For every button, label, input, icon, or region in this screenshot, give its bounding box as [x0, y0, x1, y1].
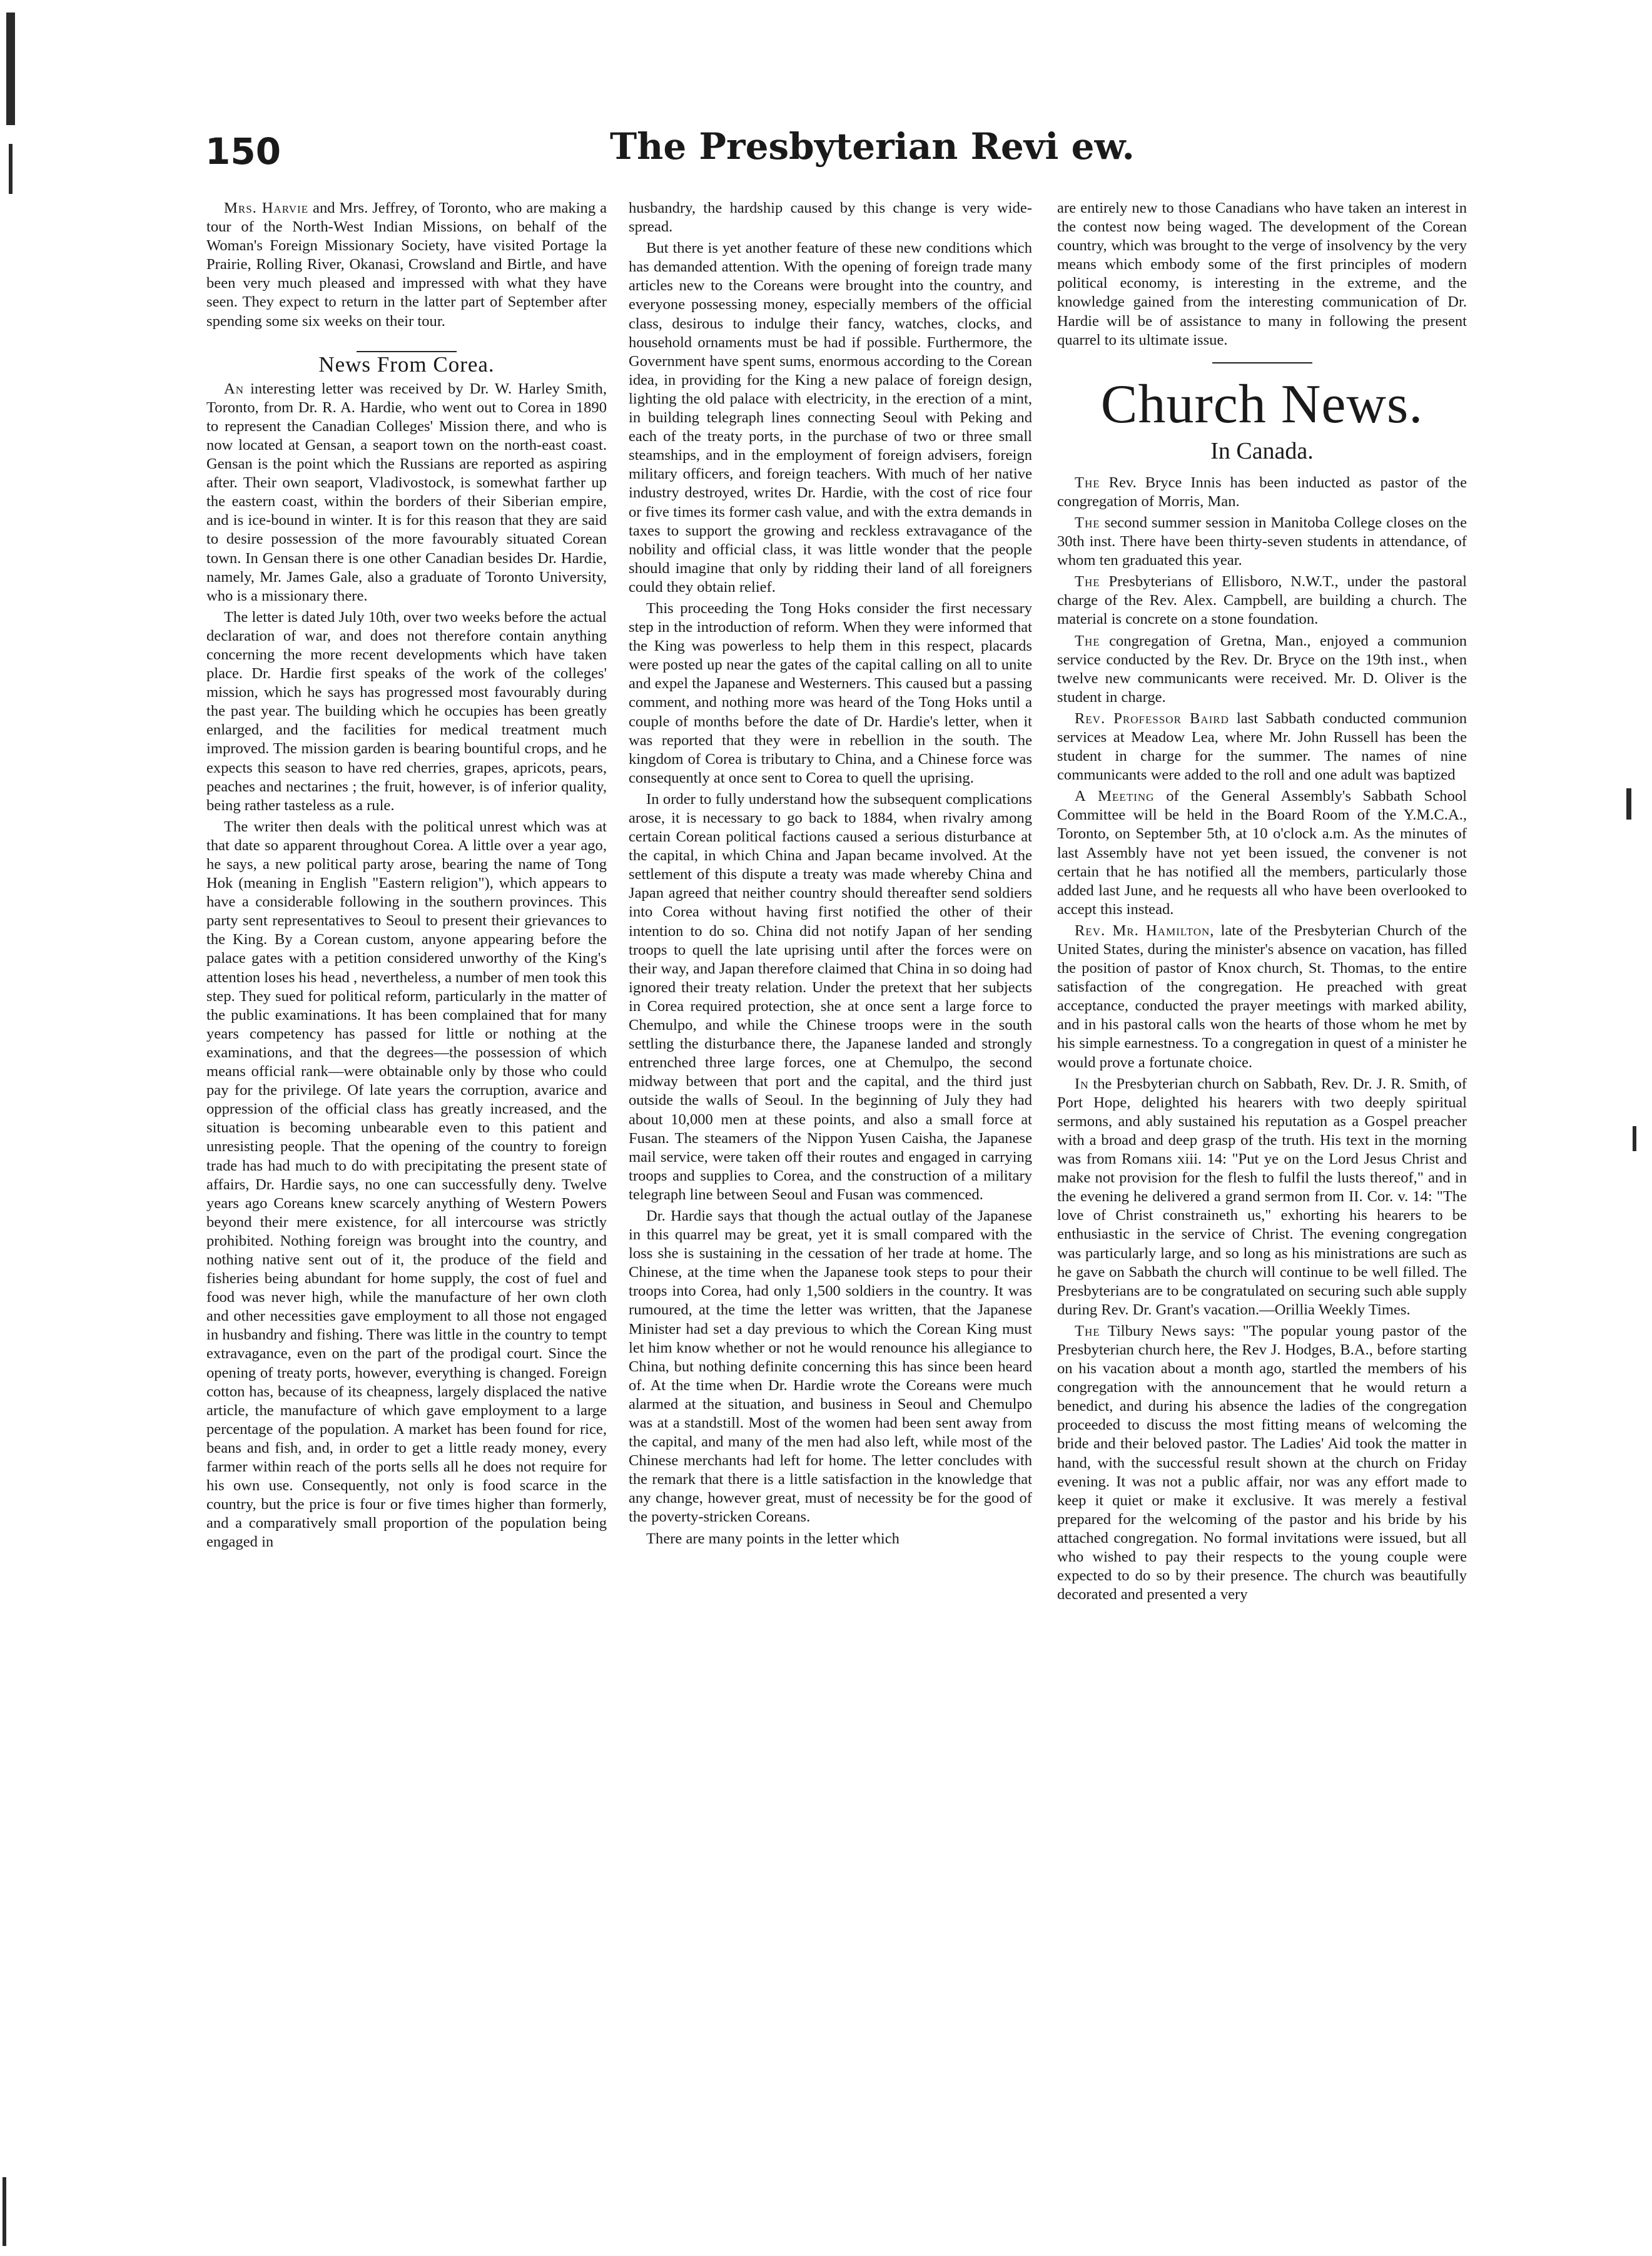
masthead-title: The Presbyterian Revi ew. [610, 125, 1135, 168]
paragraph: The congregation of Gretna, Man., enjoyed a communion service conducted by the Rev. Dr. Bryce on the 19th inst., when twelve new communicants were received. Mr. D. Oliver is the student in charge. [1057, 632, 1467, 706]
section-heading-church-news: Church News. [1100, 373, 1424, 435]
paragraph: In order to fully understand how the subsequent complications arose, it is necessary to go back to 1884, when rivalry among certain Corean political factions caused a serious disturbance at the capital, in which China and Japan became involved. At the settlement of this dispute a treaty was made whereby China and Japan agreed that neither country should thereafter send soldiers into Corea without having first notified the other of their intention to do so. China did not notify Japan of her sending troops to quell the late uprising until after the forces were on their way, and Japan therefore claimed that China in so doing had ignored their treaty relation. Under the pretext that her subjects in Corea required protection, she at once sent a large force to Chemulpo, and while the Chinese troops were in the south settling the disturbance there, the Japanese landed and strongly entrenched three large forces, one at Chemulpo, the second midway between that port and the capital, and the third just outside the walls of Seoul. In the beginning of July they had about 10,000 men at these points, and also a small force at Fusan. The steamers of the Nippon Yusen Caisha, the Japanese mail service, were taken off their routes and engaged in carrying troops and supplies to Corea, and the construction of a military telegraph line between Seoul and Fusan was commenced. [629, 790, 1032, 1203]
paragraph: The second summer session in Manitoba College closes on the 30th inst. There have been thirty-seven students in attendance, of whom ten graduated this year. [1057, 514, 1467, 569]
paragraph: husbandry, the hardship caused by this change is very wide-spread. [629, 200, 1032, 236]
paragraph: The Presbyterians of Ellisboro, N.W.T., under the pastoral charge of the Rev. Alex. Campbell, are building a church. The material is concrete on a stone foundation. [1057, 573, 1467, 628]
lead-in: An [224, 380, 245, 397]
section-rule [1212, 362, 1312, 363]
paragraph: are entirely new to those Canadians who have taken an interest in the contest now being waged. The development of the Corean country, which was brought to the verge of insolvency by the very means which embody some of the first principles of modern political economy, is interesting in the extreme, and the knowledge gained from the interesting communication of Dr. Hardie will be of assistance to many in following the present quarrel to its ultimate issue. [1057, 200, 1467, 348]
scan-edge-mark [9, 144, 13, 194]
scan-edge-mark [1633, 1126, 1636, 1151]
paragraph: The Rev. Bryce Innis has been inducted as pastor of the congregation of Morris, Man. [1057, 474, 1467, 510]
paragraph: An interesting letter was received by Dr. W. Harley Smith, Toronto, from Dr. R. A. Hardie, who went out to Corea in 1890 to represent the Canadian Colleges' Mission there, and who is now located at Gensan, a seaport town on the north-east coast. Gensan is the point which the Russians are reported as aspiring after. Their own seaport, Vladivostock, is somewhat farther up the eastern coast, within the borders of their Siberian empire, and is ice-bound in winter. It is for this reason that they are said to desire possession of the more favourably situated Corean town. In Gensan there is one other Canadian besides Dr. Hardie, namely, Mr. James Gale, also a graduate of Toronto University, who is a missionary there. [206, 380, 607, 604]
paragraph: In the Presbyterian church on Sabbath, Rev. Dr. J. R. Smith, of Port Hope, delighted his hearers with two deeply spiritual sermons, and ably sustained his reputation as a Gospel preacher with a broad and deep grasp of the truth. His text in the morning was from Romans xiii. 14: "Put ye on the Lord Jesus Christ and make not provision for the flesh to fulfil the lusts thereof," and in the evening he delivered a grand sermon from II. Cor. v. 14: "The love of Christ constraineth us," exhorting his hearers to be enthusiastic in the service of Christ. The evening congregation was particularly large, and so long as his ministrations are such as he gave on Sabbath the church will continue to be well filled. The Presbyterians are to be congratulated on securing such able supply during Rev. Dr. Grant's vacation.—Orillia Weekly Times. [1057, 1075, 1467, 1318]
paragraph: But there is yet another feature of these new conditions which has demanded attention. With the opening of foreign trade many articles new to the Coreans were brought into the country, and everyone possessing money, especially members of the official class, desirous to indulge their fancy, watches, clocks, and household ornaments must be had if possible. Furthermore, the Government have spent sums, enormous according to the Corean idea, in providing for the King a new palace of foreign design, lighting the old palace with electricity, in the erection of a mint, in building telegraph lines connecting Seoul with Peking and each of the treaty ports, in the purchase of two or three small steamships, and in the employment of foreign advisers, foreign military officers, and foreign teachers. With much of her native industry destroyed, writes Dr. Hardie, with the cost of rice four or five times its former cash value, and with the extra demands in taxes to support the growing and reckless extravagance of the nobility and official class, it was little wonder that the people should imagine that only by ridding their land of all foreigners could they obtain relief. [629, 240, 1032, 596]
paragraph: Mrs. Harvie and Mrs. Jeffrey, of Toronto, who are making a tour of the North-West Indian Missions, on behalf of the Woman's Foreign Missionary Society, have visited Portage la Prairie, Rolling River, Okanasi, Crowsland and Birtle, and have been very much pleased and impressed with what they have seen. They expect to return in the latter part of September after spending some six weeks on their tour. [206, 200, 607, 330]
column-1 [206, 199, 607, 1552]
paragraph: This proceeding the Tong Hoks consider the first necessary step in the introduction of reform. When they were informed that the King was powerless to help them in this respect, placards were posted up near the gates of the capital calling on all to unite and expel the Japanese and Westerners. This caused but a passing comment, and nothing more was heard of the Tong Hoks until a couple of months before the date of Dr. Hardie's letter, when it was reported that they were in rebellion in the south. The kingdom of Corea is tributary to China, and a Chinese force was consequently at once sent to Corea to quell the uprising. [629, 599, 1032, 786]
article-heading-corea: News From Corea. [318, 352, 495, 377]
column-2 [629, 199, 1032, 1548]
scan-edge-mark [1626, 788, 1631, 820]
lead-in: Mrs. Harvie [224, 200, 309, 216]
paragraph: A Meeting of the General Assembly's Sabbath School Committee will be held in the Board Room of the Y.M.C.A., Toronto, on September 5th, at 10 o'clock a.m. As the minutes of last Assembly have not yet been issued, the convener is not certain that he has notified all the members, particularly those added last June, and he requests all who have been overlooked to accept this instead. [1057, 788, 1467, 918]
paragraph: Rev. Professor Baird last Sabbath conducted communion services at Meadow Lea, where Mr. John Russell has been the student in charge for the summer. The names of nine communicants were added to the roll and one adult was baptized [1057, 709, 1467, 784]
paragraph: Rev. Mr. Hamilton, late of the Presbyterian Church of the United States, during the minister's absence on vacation, has filled the position of pastor of Knox church, St. Thomas, to the entire satisfaction of the congregation. He preached with great acceptance, conducted the prayer meetings with marked ability, and in his pastoral calls won the hearts of those whom he met by his simple earnestness. To a congregation in quest of a minister he would prove a fortunate choice. [1057, 922, 1467, 1071]
paragraph: The Tilbury News says: "The popular young pastor of the Presbyterian church here, the Rev J. Hodges, B.A., before starting on his vacation about a month ago, startled the members of his congregation with the announcement that he would return a benedict, and during his absence the ladies of the congregation proceeded to discuss the most fitting means of welcoming the bride and their beloved pastor. The Ladies' Aid took the matter in hand, with the successful result shown at the church on Friday evening. It was not a public affair, nor was any effort made to keep it quiet or make it exclusive. It was merely a festival prepared for the welcoming of the pastor and his bride by his attached congregation. No formal invitations were issued, but all who wished to pay their respects to the young couple were expected to do so by their presence. The church was beautifully decorated and presented a very [1057, 1322, 1467, 1603]
paragraph: There are many points in the letter which [646, 1530, 899, 1547]
paragraph: The letter is dated July 10th, over two weeks before the actual declaration of war, and does not therefore contain anything concerning the more recent developments which have taken place. Dr. Hardie first speaks of the work of the colleges' mission, which he says has progressed most favourably during the past year. The building which he occupies has been greatly enlarged, and the facilities for medical treatment much improved. The mission garden is bearing bountiful crops, and he expects this season to have red cherries, grapes, apricots, pears, peaches and nectarines ; the fruit, however, is of inferior quality, being rather tasteless as a rule. [206, 608, 607, 814]
paragraph: Dr. Hardie says that though the actual outlay of the Japanese in this quarrel may be great, yet it is small compared with the loss she is sustaining in the cessation of her trade at home. The Chinese, at the time when the Japanese took steps to pour their troops into Corea, had only 1,500 soldiers in the country. It was rumoured, at the time the letter was written, that the Japanese Minister had set a day previous to which the Corean King must let him know whether or not he would renounce his allegiance to China, but nothing definite concerning this has since been heard of. At the time when Dr. Hardie wrote the Coreans were much alarmed at the situation, and business in Seoul and Chemulpo was at a standstill. Most of the women had been sent away from the capital, and many of the men had also left, while most of the Chinese merchants had left for home. The letter concludes with the remark that there is a little satisfaction in the knowledge that any change, however great, must of necessity be for the good of the poverty-stricken Coreans. [629, 1207, 1032, 1526]
page-number: 150 [205, 130, 281, 173]
scan-edge-mark [6, 13, 15, 125]
section-subheading: In Canada. [1210, 437, 1314, 464]
column-3 [1057, 199, 1467, 1604]
paragraph: The writer then deals with the political unrest which was at that date so apparent throughout Corea. A little over a year ago, he says, a new political party arose, bearing the name of Tong Hok (meaning in English "Eastern religion"), which appears to have a considerable following in the southern provinces. This party sent representatives to Seoul to present their grievances to the King. By a Corean custom, anyone appearing before the palace gates with a petition considered unworthy of the King's attention loses his head , nevertheless, a number of men took this step. They sued for political reform, particularly in the matter of the public examinations. It has been complained that for many years competency has passed for little or nothing at the examinations, and that the degrees—the possession of which means official rank—were obtainable only by those who could pay for the privilege. Of late years the corruption, avarice and oppression of the official class has greatly increased, and the situation is becoming unbearable even to this patient and unresisting people. That the opening of the country to foreign trade has had much to do with precipitating the present state of affairs, Dr. Hardie says, no one can successfully deny. Twelve years ago Coreans knew scarcely anything of Western Powers beyond their mere existence, for all intercourse was strictly prohibited. Nothing foreign was brought into the country, and nothing native sent out of it, the produce of the field and fisheries being abundant for home supply, the cost of fuel and food was never high, while the manufacture of her own cloth and other necessities gave employment to all those not engaged in husbandry and fishing. There was little in the country to tempt extravagance, even on the part of the prodigal court. Since the opening of treaty ports, however, everything is changed. Foreign cotton has, because of its cheapness, largely displaced the native article, the manufacture of which gave employment to a large percentage of the population. A market has been found for rice, beans and fish, and, in order to get a little ready money, every farmer within reach of the ports sells all he does not require for his own use. Consequently, not only is food scarce in the country, but the price is four or five times higher than formerly, and a comparatively small proportion of the population being engaged in [206, 818, 607, 1551]
scan-edge-mark [3, 2177, 6, 2246]
